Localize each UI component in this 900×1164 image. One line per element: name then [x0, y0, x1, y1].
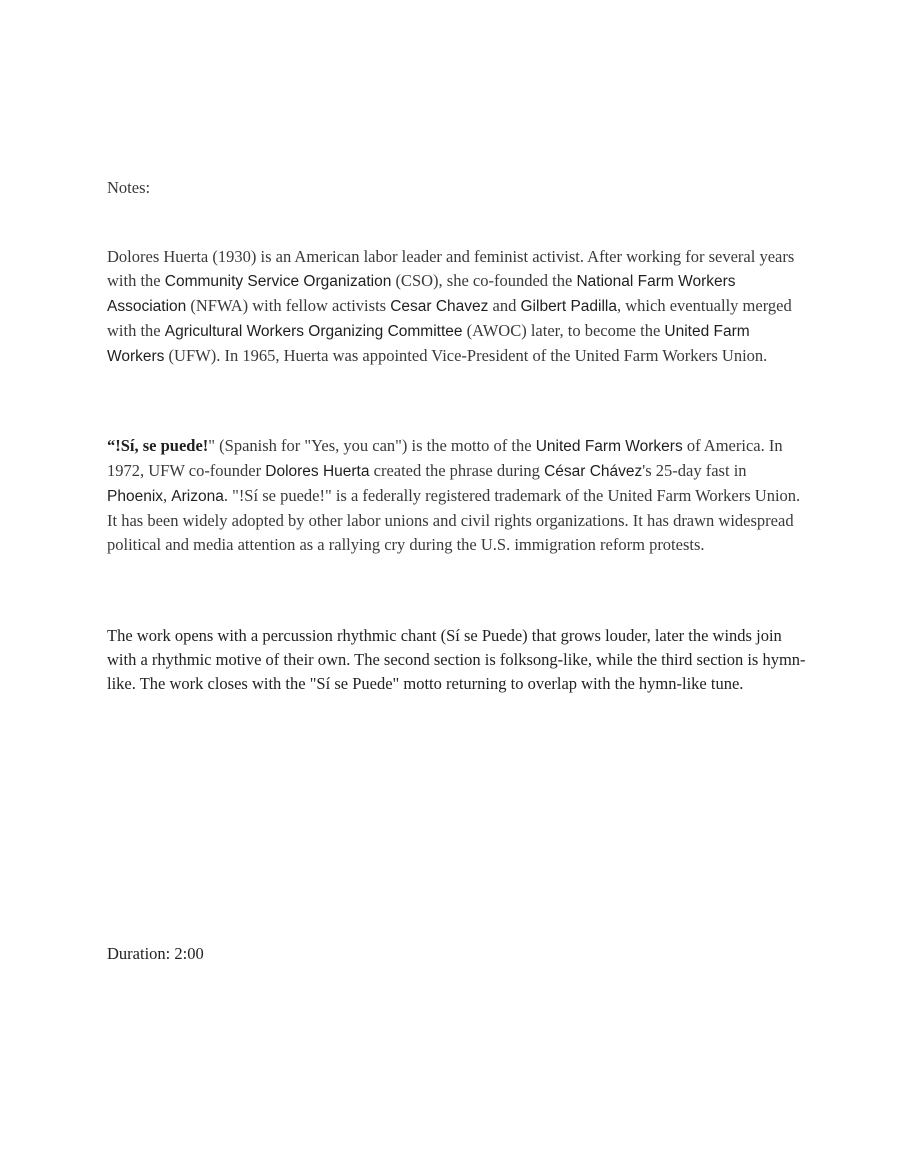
work-description-paragraph: The work opens with a percussion rhythmic chant (Sí se Puede) that grows louder, later the winds join with a rhythmic motive of their own. The second section is folksong-like, while the third section is hymn-like. The work closes with the "Sí se Puede" motto returning to overlap with the hymn-like tune. [107, 626, 806, 693]
cso-link[interactable]: Community Service Organization [164, 273, 392, 290]
arizona-link[interactable]: Arizona [171, 488, 224, 505]
text-run: (AWOC) later, to become the [462, 321, 665, 340]
phoenix-link[interactable]: Phoenix [107, 488, 164, 505]
si-se-puede-paragraph [107, 434, 807, 557]
text-run: of America. In 1972, UFW co-founder [107, 436, 783, 480]
ufw-link[interactable]: United Farm Workers [107, 323, 750, 365]
text-run: . "!Sí se puede!" is a federally registered trademark of the United Farm Workers Union. It has been widely adopted by other labor unions and civil rights organizations. It has drawn widespread political and media attention as a rallying cry during the U.S. immigration reform protests. [107, 486, 801, 554]
text-run: Dolores Huerta (1930) is an American labor leader and feminist activist. After working for several years with the [107, 247, 795, 290]
text-run: created the phrase during [369, 461, 545, 480]
motto-bold: “!Sí, se puede! [107, 436, 209, 455]
text-run: 's 25-day fast in [642, 461, 747, 480]
duration-text: Duration: 2:00 [107, 944, 204, 963]
awoc-link[interactable]: Agricultural Workers Organizing Committee [164, 323, 463, 340]
text-run: and [488, 296, 521, 315]
text-run: (UFW). In 1965, Huerta was appointed Vice-President of the United Farm Workers Union. [164, 346, 768, 365]
gilbert-padilla-link[interactable]: Gilbert Padilla [520, 298, 617, 315]
text-run: , which eventually merged with the [107, 296, 792, 340]
text-run: , [163, 486, 172, 505]
huerta-paragraph [107, 245, 807, 369]
united-farm-workers-link[interactable]: United Farm Workers [535, 438, 683, 455]
notes-heading: Notes: [107, 178, 151, 197]
text-run: (NFWA) with fellow activists [186, 296, 391, 315]
nfwa-link[interactable]: National Farm Workers Association [107, 273, 736, 315]
cesar-chavez-link[interactable]: César Chávez [544, 463, 643, 480]
cesar-chavez-link[interactable]: Cesar Chavez [390, 298, 489, 315]
text-run: (CSO), she co-founded the [391, 271, 577, 290]
text-run: " (Spanish for "Yes, you can") is the motto of the [208, 436, 536, 455]
dolores-huerta-link[interactable]: Dolores Huerta [265, 463, 370, 480]
